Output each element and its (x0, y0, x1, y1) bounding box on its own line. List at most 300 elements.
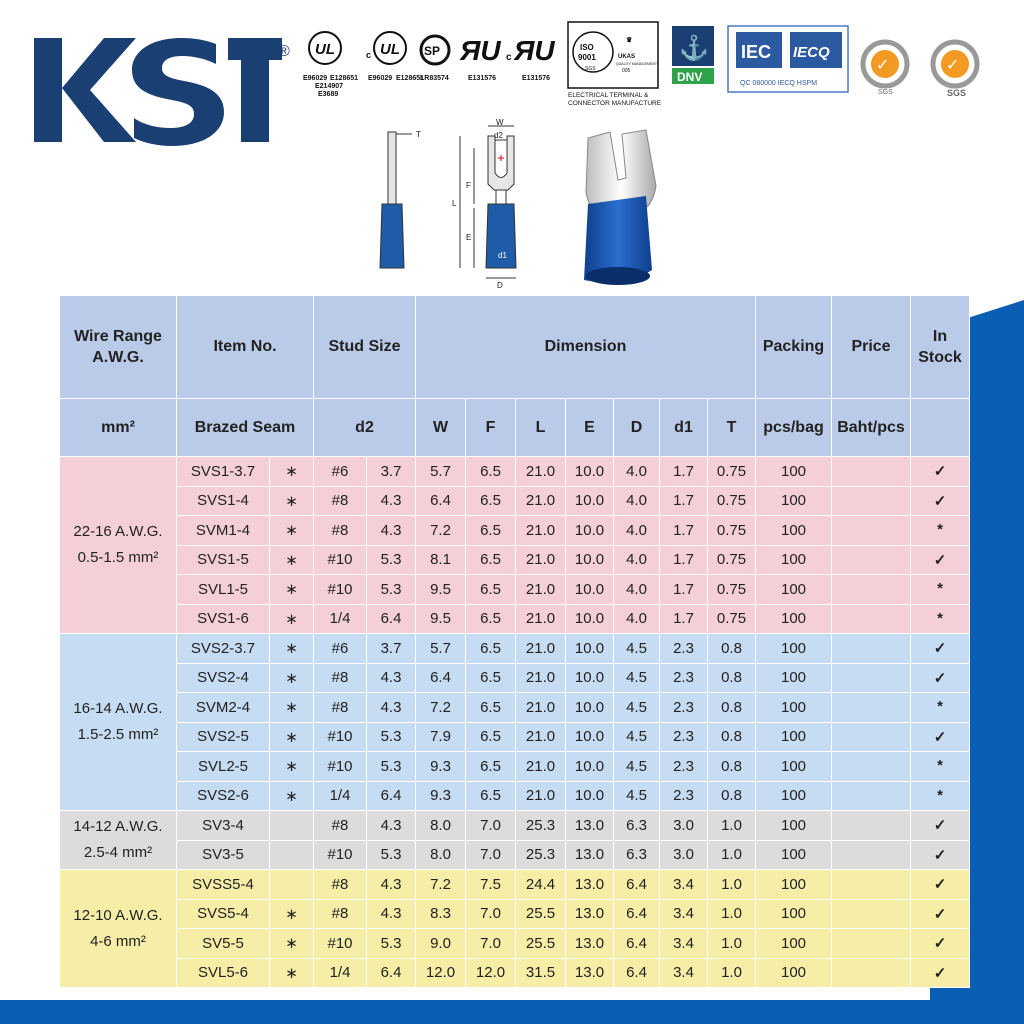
cell-packing: 100 (756, 929, 832, 959)
header-e: E (566, 399, 614, 457)
cell-t: 0.8 (708, 663, 756, 693)
brazed-seam-mark: ∗ (270, 899, 314, 929)
item-no: SVS2-6 (177, 781, 270, 811)
in-stock-check-icon: ✓ (911, 486, 970, 516)
ukas-num: 005 (622, 68, 631, 74)
cell-l: 31.5 (516, 958, 566, 988)
cell-stud: #8 (314, 516, 367, 546)
cell-d2: 5.3 (367, 840, 416, 870)
cell-d2: 4.3 (367, 486, 416, 516)
ul-number-4: E3689 (318, 91, 339, 98)
cell-stud: 1/4 (314, 781, 367, 811)
mm-range: 0.5-1.5 mm² (77, 549, 159, 566)
item-no: SVS1-6 (177, 604, 270, 634)
mm-range: 4-6 mm² (90, 932, 146, 950)
cell-stud: #8 (314, 899, 367, 929)
header-d1: d1 (660, 399, 708, 457)
cell-d: 4.5 (614, 663, 660, 693)
item-no: SV3-5 (177, 840, 270, 870)
cell-w: 8.0 (416, 811, 466, 841)
table-row (60, 604, 970, 634)
label-f: F (466, 181, 471, 190)
ul-logo (303, 32, 358, 98)
cell-stud: #8 (314, 870, 367, 900)
label-d: D (497, 281, 503, 290)
cell-l: 21.0 (516, 693, 566, 723)
cell-f: 6.5 (466, 663, 516, 693)
wire-range-cell (60, 634, 177, 811)
svg-text:c: c (506, 52, 512, 63)
label-d1: d1 (498, 251, 507, 260)
header-mm2: mm² (60, 399, 177, 457)
cell-t: 0.75 (708, 457, 756, 487)
cell-f: 6.5 (466, 722, 516, 752)
ul-number-3: E214907 (315, 83, 344, 90)
cell-d2: 4.3 (367, 663, 416, 693)
cell-price (832, 693, 911, 723)
cell-price (832, 929, 911, 959)
cell-packing: 100 (756, 958, 832, 988)
item-no: SVL1-5 (177, 575, 270, 605)
cell-packing: 100 (756, 575, 832, 605)
table-row (60, 663, 970, 693)
in-stock-check-icon: ✓ (911, 457, 970, 487)
cell-d: 4.0 (614, 457, 660, 487)
cul-number-2: E128651 (396, 75, 425, 82)
cell-d2: 3.7 (367, 634, 416, 664)
out-of-stock-mark: * (911, 693, 970, 723)
iso-caption-2: CONNECTOR MANUFACTURE (568, 100, 662, 107)
cell-price (832, 899, 911, 929)
csa-number: LR83574 (420, 75, 449, 82)
cell-t: 1.0 (708, 840, 756, 870)
out-of-stock-mark: * (911, 752, 970, 782)
brazed-seam-mark: ∗ (270, 545, 314, 575)
cell-d: 4.0 (614, 604, 660, 634)
mm-range: 2.5-4 mm² (83, 844, 153, 861)
svg-text:ЯU: ЯU (514, 35, 555, 66)
cell-d1: 3.4 (660, 929, 708, 959)
cell-packing: 100 (756, 457, 832, 487)
cell-stud: #6 (314, 634, 367, 664)
out-of-stock-mark: * (911, 781, 970, 811)
brazed-seam-mark: ∗ (270, 929, 314, 959)
cell-w: 5.7 (416, 457, 466, 487)
cell-price (832, 722, 911, 752)
cell-e: 10.0 (566, 693, 614, 723)
cell-d2: 6.4 (367, 958, 416, 988)
header-wire-range: Wire Range A.W.G. (60, 296, 177, 399)
cell-f: 7.0 (466, 929, 516, 959)
svg-text:UL: UL (315, 41, 335, 58)
iec-caption: QC 080000 IECQ HSPM (740, 80, 818, 87)
item-no: SV3-4 (177, 811, 270, 841)
cell-w: 7.9 (416, 722, 466, 752)
cell-f: 6.5 (466, 634, 516, 664)
cell-t: 1.0 (708, 811, 756, 841)
cell-packing: 100 (756, 634, 832, 664)
cell-d: 4.0 (614, 516, 660, 546)
table-row (60, 870, 970, 900)
wire-range-cell (60, 870, 177, 988)
item-no: SVS2-4 (177, 663, 270, 693)
awg-range: 14-12 A.W.G. (73, 818, 163, 835)
table-row (60, 929, 970, 959)
cell-e: 10.0 (566, 457, 614, 487)
item-no: SV5-5 (177, 929, 270, 959)
cell-d: 6.4 (614, 870, 660, 900)
ukas-text: UKAS (618, 54, 636, 60)
item-no: SVS1-3.7 (177, 457, 270, 487)
cell-packing: 100 (756, 870, 832, 900)
item-no: SVL5-6 (177, 958, 270, 988)
in-stock-check-icon: ✓ (911, 870, 970, 900)
sgs-logo-1 (863, 42, 907, 96)
cell-packing: 100 (756, 516, 832, 546)
cell-d: 4.5 (614, 634, 660, 664)
cell-price (832, 752, 911, 782)
table-row (60, 693, 970, 723)
cell-d2: 4.3 (367, 693, 416, 723)
cell-packing: 100 (756, 811, 832, 841)
cell-w: 6.4 (416, 663, 466, 693)
cell-d1: 1.7 (660, 604, 708, 634)
cell-w: 9.5 (416, 604, 466, 634)
svg-text:ЯU: ЯU (460, 35, 501, 66)
mm-range: 1.5-2.5 mm² (77, 726, 159, 743)
ul-number-2: E128651 (330, 75, 359, 82)
table-row (60, 634, 970, 664)
cell-d: 6.4 (614, 899, 660, 929)
out-of-stock-mark: * (911, 604, 970, 634)
cell-t: 0.8 (708, 752, 756, 782)
cell-d2: 6.4 (367, 604, 416, 634)
cell-f: 7.0 (466, 899, 516, 929)
iec-right: IECQ (793, 44, 830, 61)
item-no: SVS1-4 (177, 486, 270, 516)
cell-w: 7.2 (416, 870, 466, 900)
cell-e: 10.0 (566, 781, 614, 811)
cell-l: 21.0 (516, 663, 566, 693)
cell-d: 4.5 (614, 781, 660, 811)
iso-9001-logo (568, 22, 662, 107)
kst-logo (32, 30, 290, 148)
cell-t: 0.8 (708, 781, 756, 811)
header-dimension: Dimension (416, 296, 756, 399)
cell-price (832, 663, 911, 693)
header-price: Price (832, 296, 911, 399)
cell-d1: 2.3 (660, 634, 708, 664)
cell-w: 5.7 (416, 634, 466, 664)
cell-e: 10.0 (566, 752, 614, 782)
cell-t: 1.0 (708, 958, 756, 988)
cell-w: 9.3 (416, 781, 466, 811)
in-stock-check-icon: ✓ (911, 929, 970, 959)
cell-d: 6.3 (614, 840, 660, 870)
sgs-logo-2 (933, 42, 977, 98)
cul-number-1: E96029 (368, 75, 393, 82)
table-row (60, 516, 970, 546)
wire-range-cell (60, 457, 177, 634)
cell-d1: 1.7 (660, 457, 708, 487)
cell-price (832, 457, 911, 487)
out-of-stock-mark: * (911, 516, 970, 546)
brazed-seam-mark: ∗ (270, 958, 314, 988)
brazed-seam-mark: ∗ (270, 663, 314, 693)
cell-e: 13.0 (566, 958, 614, 988)
cell-t: 0.8 (708, 722, 756, 752)
cell-price (832, 781, 911, 811)
cell-packing: 100 (756, 486, 832, 516)
cell-d2: 4.3 (367, 516, 416, 546)
iec-logo (728, 26, 848, 92)
brazed-seam-mark: ∗ (270, 486, 314, 516)
table-row (60, 575, 970, 605)
cell-t: 1.0 (708, 929, 756, 959)
iec-left: IEC (741, 42, 772, 62)
cell-l: 21.0 (516, 752, 566, 782)
cell-price (832, 486, 911, 516)
cell-stud: #10 (314, 929, 367, 959)
cell-d1: 1.7 (660, 486, 708, 516)
product-photo (560, 130, 680, 290)
brazed-seam-mark: ∗ (270, 457, 314, 487)
header-l: L (516, 399, 566, 457)
cell-stud: #10 (314, 575, 367, 605)
cell-d1: 2.3 (660, 781, 708, 811)
cell-w: 6.4 (416, 486, 466, 516)
svg-text:UL: UL (380, 41, 400, 58)
cell-t: 0.8 (708, 693, 756, 723)
cell-packing: 100 (756, 752, 832, 782)
header-baht-pcs: Baht/pcs (832, 399, 911, 457)
header-d2: d2 (314, 399, 416, 457)
in-stock-check-icon: ✓ (911, 545, 970, 575)
cell-l: 21.0 (516, 604, 566, 634)
cell-d: 6.4 (614, 929, 660, 959)
cell-stud: #10 (314, 545, 367, 575)
cell-d2: 5.3 (367, 929, 416, 959)
cell-stud: #10 (314, 752, 367, 782)
cell-packing: 100 (756, 693, 832, 723)
cell-d: 4.5 (614, 722, 660, 752)
svg-text:✓: ✓ (946, 57, 960, 74)
svg-text:ISO: ISO (580, 43, 594, 52)
cell-l: 21.0 (516, 575, 566, 605)
cell-d1: 3.4 (660, 958, 708, 988)
cell-f: 6.5 (466, 693, 516, 723)
cell-d1: 2.3 (660, 663, 708, 693)
table-row (60, 811, 970, 841)
brazed-seam-mark: ∗ (270, 781, 314, 811)
cell-price (832, 870, 911, 900)
brazed-seam-mark: ∗ (270, 516, 314, 546)
cell-d1: 3.0 (660, 840, 708, 870)
cell-f: 7.0 (466, 840, 516, 870)
header-d: D (614, 399, 660, 457)
wire-range-cell (60, 811, 177, 870)
cell-d2: 5.3 (367, 575, 416, 605)
table-row (60, 752, 970, 782)
cell-e: 13.0 (566, 899, 614, 929)
csa-logo (420, 36, 449, 82)
cell-w: 8.3 (416, 899, 466, 929)
cell-packing: 100 (756, 781, 832, 811)
cell-d: 4.0 (614, 575, 660, 605)
item-no: SVM2-4 (177, 693, 270, 723)
cell-e: 10.0 (566, 516, 614, 546)
cell-price (832, 958, 911, 988)
cell-e: 13.0 (566, 840, 614, 870)
cell-d2: 5.3 (367, 545, 416, 575)
cell-packing: 100 (756, 722, 832, 752)
brazed-seam-mark: ∗ (270, 634, 314, 664)
cell-packing: 100 (756, 545, 832, 575)
cell-f: 6.5 (466, 781, 516, 811)
cell-d1: 3.4 (660, 870, 708, 900)
cell-packing: 100 (756, 840, 832, 870)
svg-text:c: c (366, 50, 372, 60)
cell-price (832, 840, 911, 870)
cell-w: 9.0 (416, 929, 466, 959)
label-d2: d2 (494, 131, 503, 140)
cell-d2: 5.3 (367, 752, 416, 782)
cell-d2: 3.7 (367, 457, 416, 487)
in-stock-check-icon: ✓ (911, 663, 970, 693)
cell-w: 9.3 (416, 752, 466, 782)
header-stock-blank (911, 399, 970, 457)
cell-d: 4.0 (614, 545, 660, 575)
cell-t: 0.75 (708, 545, 756, 575)
in-stock-check-icon: ✓ (911, 899, 970, 929)
label-l: L (452, 199, 457, 208)
ru-number: E131576 (468, 75, 497, 82)
cell-t: 0.75 (708, 486, 756, 516)
header-in-stock: In Stock (911, 296, 970, 399)
header-t: T (708, 399, 756, 457)
cell-f: 7.5 (466, 870, 516, 900)
cell-t: 0.75 (708, 575, 756, 605)
cell-price (832, 545, 911, 575)
cell-d1: 1.7 (660, 516, 708, 546)
cell-w: 9.5 (416, 575, 466, 605)
cell-d2: 4.3 (367, 870, 416, 900)
cell-stud: #6 (314, 457, 367, 487)
cell-t: 0.75 (708, 604, 756, 634)
table-row (60, 722, 970, 752)
item-no: SVS5-4 (177, 899, 270, 929)
brazed-seam-mark: ∗ (270, 693, 314, 723)
header-pcs-bag: pcs/bag (756, 399, 832, 457)
awg-range: 12-10 A.W.G. (73, 906, 163, 924)
cell-f: 6.5 (466, 575, 516, 605)
cell-d1: 1.7 (660, 545, 708, 575)
cell-e: 13.0 (566, 811, 614, 841)
ul-number-1: E96029 (303, 75, 328, 82)
cell-d2: 6.4 (367, 781, 416, 811)
label-w: W (496, 118, 504, 127)
cell-d: 6.4 (614, 958, 660, 988)
brazed-seam-mark (270, 840, 314, 870)
cell-e: 10.0 (566, 663, 614, 693)
cell-f: 6.5 (466, 516, 516, 546)
cell-f: 6.5 (466, 752, 516, 782)
svg-text:⚓: ⚓ (679, 35, 709, 62)
spec-table (59, 295, 970, 988)
awg-range: 22-16 A.W.G. (73, 523, 163, 540)
cell-stud: #8 (314, 486, 367, 516)
cell-t: 1.0 (708, 899, 756, 929)
cell-stud: 1/4 (314, 958, 367, 988)
svg-text:♛: ♛ (626, 37, 633, 44)
cell-stud: #10 (314, 840, 367, 870)
cell-d2: 5.3 (367, 722, 416, 752)
ru-logo (459, 35, 501, 82)
dnv-logo (672, 26, 714, 84)
cell-price (832, 604, 911, 634)
sgs-2-text: SGS (947, 88, 967, 98)
cell-d: 4.0 (614, 486, 660, 516)
cell-e: 10.0 (566, 722, 614, 752)
cell-w: 8.1 (416, 545, 466, 575)
cell-d: 4.5 (614, 752, 660, 782)
cell-d2: 4.3 (367, 811, 416, 841)
svg-text:9001: 9001 (578, 53, 596, 62)
cell-l: 25.3 (516, 811, 566, 841)
cul-logo (366, 32, 424, 82)
brazed-seam-mark: ∗ (270, 752, 314, 782)
cell-stud: #10 (314, 722, 367, 752)
cell-t: 0.8 (708, 634, 756, 664)
iso-sub: SGS (585, 66, 596, 72)
cell-e: 10.0 (566, 575, 614, 605)
item-no: SVM1-4 (177, 516, 270, 546)
cell-d1: 3.4 (660, 899, 708, 929)
cell-stud: #8 (314, 693, 367, 723)
cell-packing: 100 (756, 663, 832, 693)
cell-packing: 100 (756, 899, 832, 929)
cell-l: 24.4 (516, 870, 566, 900)
cell-l: 25.3 (516, 840, 566, 870)
header-packing: Packing (756, 296, 832, 399)
cell-d1: 2.3 (660, 752, 708, 782)
cru-number: E131576 (522, 75, 551, 82)
in-stock-check-icon: ✓ (911, 958, 970, 988)
cell-l: 21.0 (516, 722, 566, 752)
in-stock-check-icon: ✓ (911, 722, 970, 752)
cell-e: 10.0 (566, 486, 614, 516)
awg-range: 16-14 A.W.G. (73, 700, 163, 717)
cell-price (832, 634, 911, 664)
in-stock-check-icon: ✓ (911, 811, 970, 841)
table-row (60, 899, 970, 929)
cell-e: 13.0 (566, 870, 614, 900)
cell-d1: 2.3 (660, 722, 708, 752)
cell-e: 10.0 (566, 545, 614, 575)
cell-d1: 2.3 (660, 693, 708, 723)
cell-e: 10.0 (566, 604, 614, 634)
ukas-sub: QUALITY MANAGEMENT (616, 62, 657, 66)
header-stud-size: Stud Size (314, 296, 416, 399)
iso-caption-1: ELECTRICAL TERMINAL & (568, 92, 649, 99)
svg-text:SP: SP (424, 44, 441, 58)
header-w: W (416, 399, 466, 457)
header-brazed-seam: Brazed Seam (177, 399, 314, 457)
brazed-seam-mark: ∗ (270, 575, 314, 605)
cell-d: 6.3 (614, 811, 660, 841)
cell-l: 21.0 (516, 516, 566, 546)
cell-w: 7.2 (416, 693, 466, 723)
